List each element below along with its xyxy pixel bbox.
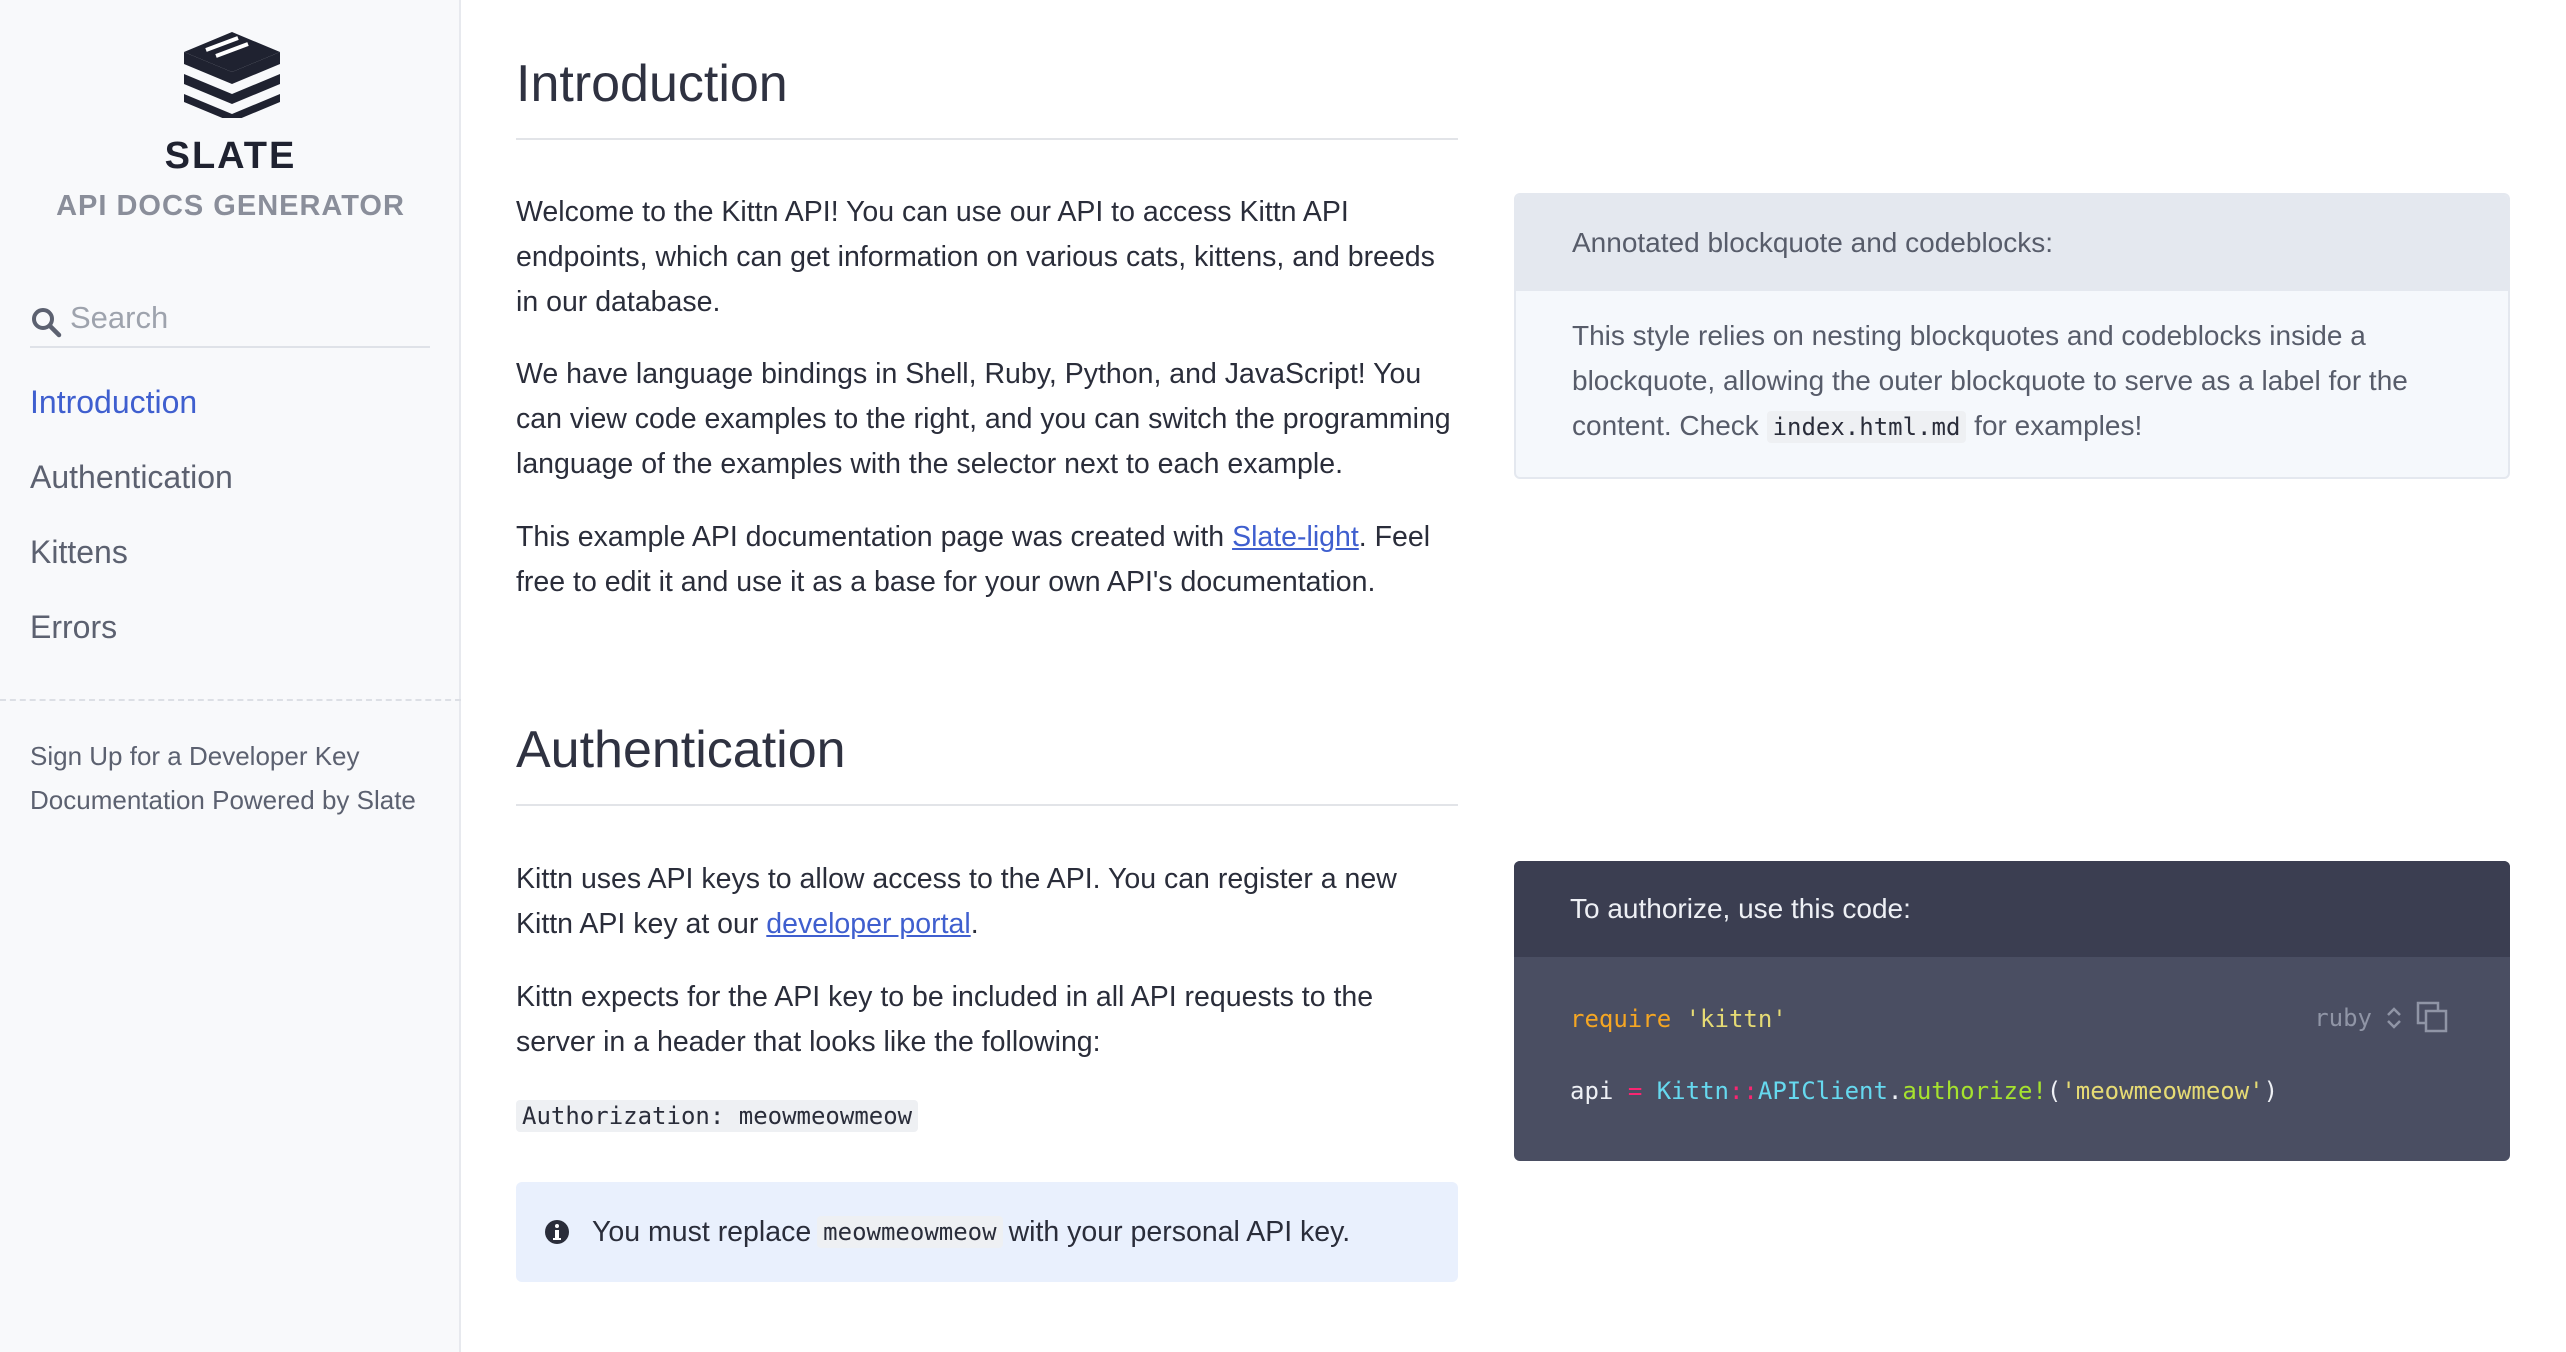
search-box <box>30 290 430 348</box>
logo-subtitle: API DOCS GENERATOR <box>56 190 405 222</box>
intro-p3-text-after: . Feel free to edit it and use it as a base for your own API's documentation. <box>516 521 1431 598</box>
search-input[interactable] <box>70 293 420 343</box>
intro-paragraph-3 <box>516 515 1458 605</box>
notice-text-before: You must replace <box>592 1215 812 1248</box>
annotated-blockquote <box>1514 193 2510 479</box>
code-apiclient-const: APIClient <box>1757 1077 1888 1105</box>
chevron-up-down-icon <box>2384 1004 2404 1032</box>
sidebar-item-kittens[interactable]: Kittens <box>30 534 128 570</box>
code-example-header: To authorize, use this code: <box>1514 861 2510 957</box>
annotated-body-text-after: for examples! <box>1966 410 2143 441</box>
code-authorize-method: authorize! <box>1902 1077 2047 1105</box>
sidebar <box>0 0 461 1352</box>
search-icon <box>30 306 62 338</box>
auth-p1-text-after: . <box>970 908 979 940</box>
sidebar-item-errors[interactable]: Errors <box>30 609 118 645</box>
copy-icon[interactable] <box>2416 1001 2450 1035</box>
auth-paragraph-1 <box>516 857 1458 947</box>
code-scope-operator: :: <box>1728 1077 1758 1105</box>
intro-paragraph-1: Welcome to the Kittn API! You can use our API to access Kittn API endpoints, which can get information on various cats, kittens, and breeds in our database. <box>516 196 1435 318</box>
notice-text-after: with your personal API key. <box>1008 1215 1351 1248</box>
language-selector[interactable] <box>2314 1001 2450 1035</box>
intro-p3-text-before: This example API documentation page was created with <box>516 521 1233 553</box>
notice-box <box>516 1182 1458 1282</box>
code-open-paren: ( <box>2046 1077 2062 1105</box>
slate-light-link[interactable]: Slate-light <box>1232 521 1359 553</box>
sidebar-nav <box>30 372 233 672</box>
annotated-blockquote-body <box>1516 291 2508 472</box>
code-require-string: 'kittn' <box>1685 1005 1787 1033</box>
code-example-block <box>1514 861 2510 1161</box>
intro-paragraph-2: We have language bindings in Shell, Ruby, Python, and JavaScript! You can view code examples to the right, and you can switch the programming language of the examples with the selector next to each example. <box>516 358 1451 480</box>
sidebar-item-introduction[interactable]: Introduction <box>30 384 198 420</box>
index-file-code: index.html.md <box>1767 411 1967 443</box>
code-sample <box>1514 957 2510 1161</box>
introduction-heading: Introduction <box>516 54 1458 140</box>
developer-portal-link[interactable]: developer portal <box>766 908 971 940</box>
code-api-key-string: 'meowmeowmeow' <box>2061 1077 2264 1105</box>
sidebar-item-authentication[interactable]: Authentication <box>30 459 233 495</box>
logo-title: SLATE <box>164 135 297 177</box>
auth-paragraph-2: Kittn expects for the API key to be included in all API requests to the server in a header that looks like the following: <box>516 981 1374 1058</box>
books-logo-icon <box>176 28 286 118</box>
authorization-header-code: Authorization: meowmeowmeow <box>516 1100 918 1132</box>
auth-header-example <box>516 1097 918 1139</box>
code-line-2 <box>1570 1073 2454 1145</box>
developer-key-link[interactable]: Sign Up for a Developer Key <box>30 741 360 771</box>
code-api-variable: api <box>1570 1077 1614 1105</box>
language-selector-value: ruby <box>2314 1004 2372 1032</box>
sidebar-divider <box>0 699 461 701</box>
code-require-keyword: require <box>1570 1005 1672 1033</box>
code-dot: . <box>1887 1077 1903 1105</box>
logo[interactable] <box>0 28 461 223</box>
powered-by-slate-link[interactable]: Documentation Powered by Slate <box>30 785 416 815</box>
code-close-paren: ) <box>2263 1077 2279 1105</box>
authentication-heading: Authentication <box>516 720 1458 806</box>
code-kittn-const: Kittn <box>1656 1077 1729 1105</box>
notice-code: meowmeowmeow <box>817 1216 1002 1248</box>
info-icon <box>544 1219 570 1245</box>
sidebar-footer-links <box>30 734 416 822</box>
auth-p1-text-before: Kittn uses API keys to allow access to the API. You can register a new Kittn API key at our <box>516 863 1397 940</box>
annotated-body-text-before: This style relies on nesting blockquotes and codeblocks inside a blockquote, allowing the outer blockquote to serve as a label for the content. Check <box>1572 320 2408 441</box>
annotated-blockquote-header: Annotated blockquote and codeblocks: <box>1516 195 2508 291</box>
code-assign-operator: = <box>1627 1077 1643 1105</box>
